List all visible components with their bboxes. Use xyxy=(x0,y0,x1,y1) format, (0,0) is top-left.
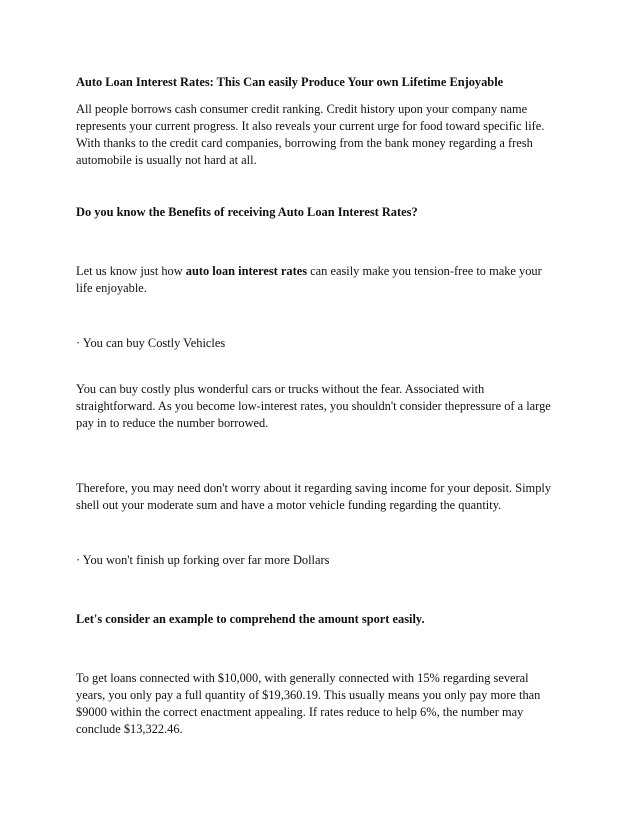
tension-free-line-2: life enjoyable. xyxy=(76,281,147,295)
costly-line: pay in to reduce the number borrowed. xyxy=(76,416,269,430)
costly-line: You can buy costly plus wonderful cars or trucks without the fear. Associated with xyxy=(76,382,485,396)
therefore-paragraph xyxy=(76,480,576,514)
title-text: Auto Loan Interest Rates: This Can easily Produce Your own Lifetime Enjoyable xyxy=(76,75,504,89)
tension-free-paragraph xyxy=(76,263,576,297)
tension-free-after: can easily make you tension-free to make your xyxy=(307,264,542,278)
keyword-link-text: auto loan interest rates xyxy=(185,264,308,278)
therefore-line: shell out your moderate sum and have a motor vehicle funding regarding the quantity. xyxy=(76,498,502,512)
example-line: $9000 within the correct enactment appealing. If rates reduce to help 6%, the number may xyxy=(76,705,524,719)
heading-benefits xyxy=(76,204,576,221)
tension-free-line xyxy=(76,263,576,280)
heading-example xyxy=(76,611,576,628)
intro-line: automobile is usually not hard at all. xyxy=(76,153,257,167)
example-line: To get loans connected with $10,000, with generally connected with 15% regarding several xyxy=(76,671,529,685)
therefore-line: Therefore, you may need don't worry about it regarding saving income for your deposit. Simply xyxy=(76,481,552,495)
costly-line: straightforward. As you become low-interest rates, you shouldn't consider thepressure of a large xyxy=(76,399,551,413)
intro-line: represents your current progress. It also reveals your current urge for food toward specific life. xyxy=(76,119,545,133)
example-line: conclude $13,322.46. xyxy=(76,722,183,736)
heading-benefits-text: Do you know the Benefits of receiving Auto Loan Interest Rates? xyxy=(76,205,418,219)
intro-line: With thanks to the credit card companies, borrowing from the bank money regarding a fresh xyxy=(76,136,533,150)
bullet-costly-text: · You can buy Costly Vehicles xyxy=(76,336,226,350)
bullet-dollars-text: · You won't finish up forking over far more Dollars xyxy=(76,553,330,567)
document-title xyxy=(76,74,576,91)
bullet-more-dollars xyxy=(76,552,576,569)
intro-paragraph xyxy=(76,101,576,169)
intro-line: All people borrows cash consumer credit ranking. Credit history upon your company name xyxy=(76,102,528,116)
bullet-costly-vehicles xyxy=(76,335,576,352)
example-line: years, you only pay a full quantity of $19,360.19. This usually means you only pay more than xyxy=(76,688,541,702)
example-paragraph xyxy=(76,670,576,738)
heading-example-text: Let's consider an example to comprehend the amount sport easily. xyxy=(76,612,425,626)
tension-free-before: Let us know just how xyxy=(76,264,186,278)
costly-paragraph xyxy=(76,381,576,432)
